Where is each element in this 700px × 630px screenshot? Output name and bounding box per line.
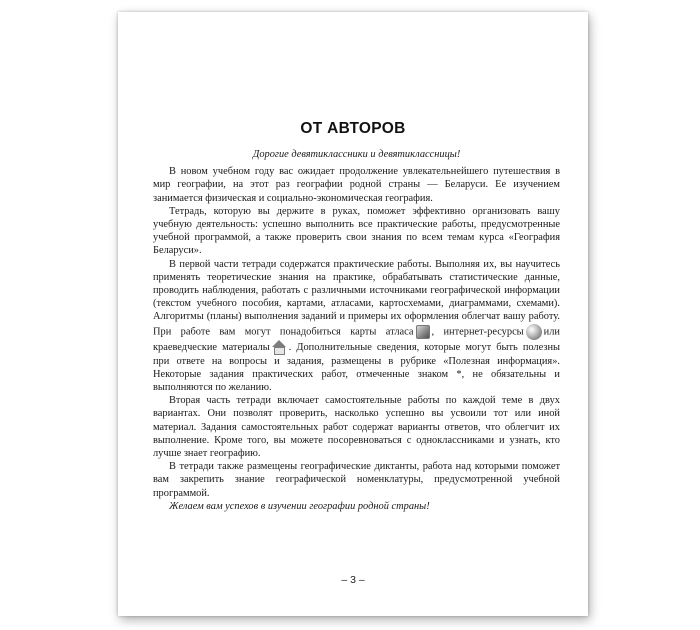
paragraph-3: [153, 258, 560, 395]
atlas-map-icon: [416, 325, 430, 339]
paragraph-1: В новом учебном году вас ожидает продолжение увлекательнейшего путешествия в мир географии, на этот раз географии родной страны — Беларуси. Ее изучением занимается физическая и социально-экономическая география.: [153, 166, 560, 204]
book-page: [118, 12, 588, 616]
page-title: ОТ АВТОРОВ: [300, 120, 406, 137]
paragraph-4: Вторая часть тетради включает самостоятельные работы по каждой теме в двух вариантах. Они позволят проверить, насколько успешно вы усвоили тот или иной материал. Задания самостоятельных работ содержат варианты ответов, что облегчит их выполнение. Кроме того, вы можете посоревноваться с одноклассниками и узнать, кто лучше знает географию.: [153, 395, 560, 460]
internet-explorer-icon: [526, 324, 542, 340]
paragraph-3-part-2: , интернет-ресурсы: [431, 326, 524, 338]
paragraph-3-part-3: или краеведческие материалы: [153, 326, 560, 353]
paragraph-3-part-4: . Дополнительные сведения, которые могут быть полезны при ответе на вопросы и задания, размещены в рубрике «Полезная информация». Некоторые задания практических работ, отмеченные знаком *, не обязательны и выполняются по желанию.: [153, 341, 561, 394]
greeting: Дорогие девятиклассники и девятиклассницы!: [252, 149, 461, 160]
paragraph-5: В тетради также размещены географические диктанты, работа над которыми поможет вам закрепить знание географической номенклатуры, предусмотренной учебной программой.: [153, 461, 560, 499]
body-text: [153, 148, 560, 513]
page-number: – 3 –: [341, 574, 365, 586]
house-icon: [272, 340, 287, 355]
closing-wish: Желаем вам успехов в изучении географии родной страны!: [169, 500, 430, 512]
paragraph-3-part-1: В первой части тетради содержатся практические работы. Выполняя их, вы научитесь применять теоретические знания на практике, обрабатывать статистические данные, проводить наблюдения, работать с различными источниками географической информации (текстом учебного пособия, картами, атласами, картосхемами, диаграммами, схемами). Алгоритмы (планы) выполнения заданий и примеры их оформления облегчат вашу работу. При работе вам могут понадобиться карты атласа: [153, 258, 560, 338]
paragraph-2: Тетрадь, которую вы держите в руках, поможет эффективно организовать вашу учебную деятельность: успешно выполнить все практические работы, предусмотренные учебной программой, а также проверить свои знания по всем темам курса «География Беларуси».: [153, 205, 560, 257]
